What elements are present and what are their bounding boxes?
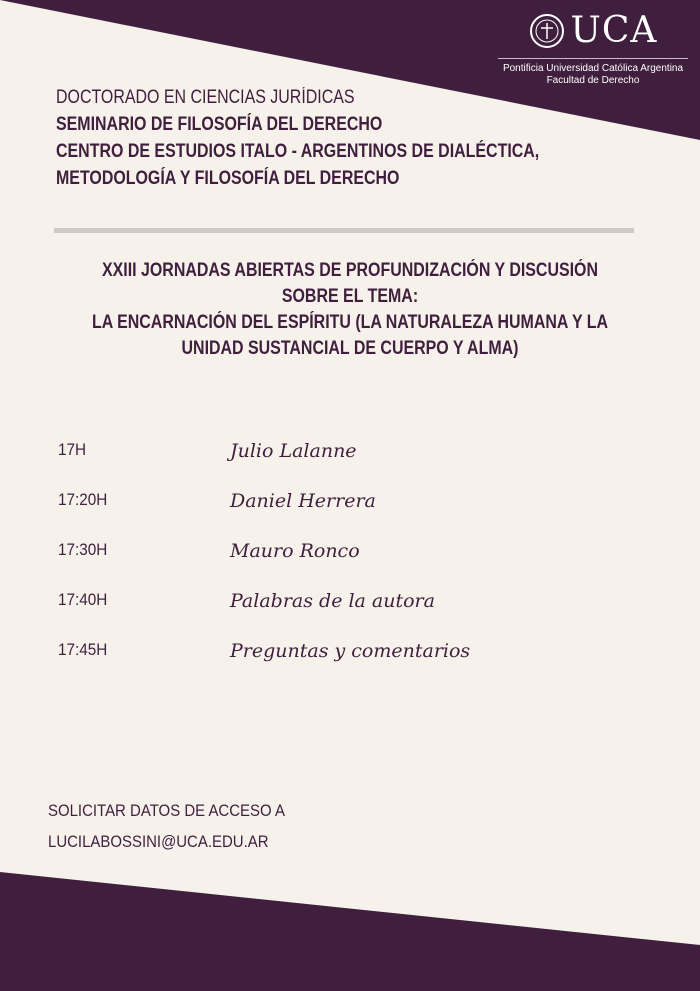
schedule-speaker: Preguntas y comentarios <box>230 640 471 662</box>
university-seal-icon <box>529 13 565 49</box>
schedule-speaker: Mauro Ronco <box>230 540 360 562</box>
header-line-4: METODOLOGÍA Y FILOSOFÍA DEL DERECHO <box>56 168 400 189</box>
university-name: Pontificia Universidad Católica Argentina <box>502 63 684 74</box>
program-header <box>56 84 656 192</box>
event-title-line-3: LA ENCARNACIÓN DEL ESPÍRITU (LA NATURALEZA HUMANA Y LA <box>91 312 609 333</box>
schedule-time: 17:45H <box>58 640 108 659</box>
schedule-list <box>58 437 658 687</box>
schedule-row <box>58 537 658 587</box>
faculty-name: Facultad de Derecho <box>546 75 640 86</box>
bottom-purple-band <box>0 872 700 991</box>
logo-name: UCA <box>570 10 658 51</box>
event-title <box>0 258 700 362</box>
schedule-speaker: Daniel Herrera <box>230 490 376 512</box>
event-title-line-1: XXIII JORNADAS ABIERTAS DE PROFUNDIZACIÓN Y DISCUSIÓN <box>101 260 598 281</box>
schedule-time: 17H <box>58 440 87 459</box>
schedule-speaker: Julio Lalanne <box>230 440 357 462</box>
schedule-row <box>58 587 658 637</box>
schedule-speaker: Palabras de la autora <box>230 590 435 612</box>
section-divider <box>54 228 634 233</box>
event-title-line-2: SOBRE EL TEMA: <box>281 286 419 307</box>
schedule-row <box>58 487 658 537</box>
schedule-time: 17:30H <box>58 540 108 559</box>
schedule-row <box>58 637 658 687</box>
header-line-3: CENTRO DE ESTUDIOS ITALO - ARGENTINOS DE DIALÉCTICA, <box>56 141 540 162</box>
header-line-1: DOCTORADO EN CIENCIAS JURÍDICAS <box>56 87 355 108</box>
contact-label: SOLICITAR DATOS DE ACCESO A <box>48 801 285 820</box>
schedule-row <box>58 437 658 487</box>
logo-divider <box>498 58 688 59</box>
schedule-time: 17:40H <box>58 590 108 609</box>
event-title-line-4: UNIDAD SUSTANCIAL DE CUERPO Y ALMA) <box>181 338 519 359</box>
schedule-time: 17:20H <box>58 490 108 509</box>
contact-info <box>48 795 648 857</box>
contact-email: LUCILABOSSINI@UCA.EDU.AR <box>48 832 269 851</box>
uca-logo <box>498 10 688 87</box>
header-line-2: SEMINARIO DE FILOSOFÍA DEL DERECHO <box>56 114 383 135</box>
